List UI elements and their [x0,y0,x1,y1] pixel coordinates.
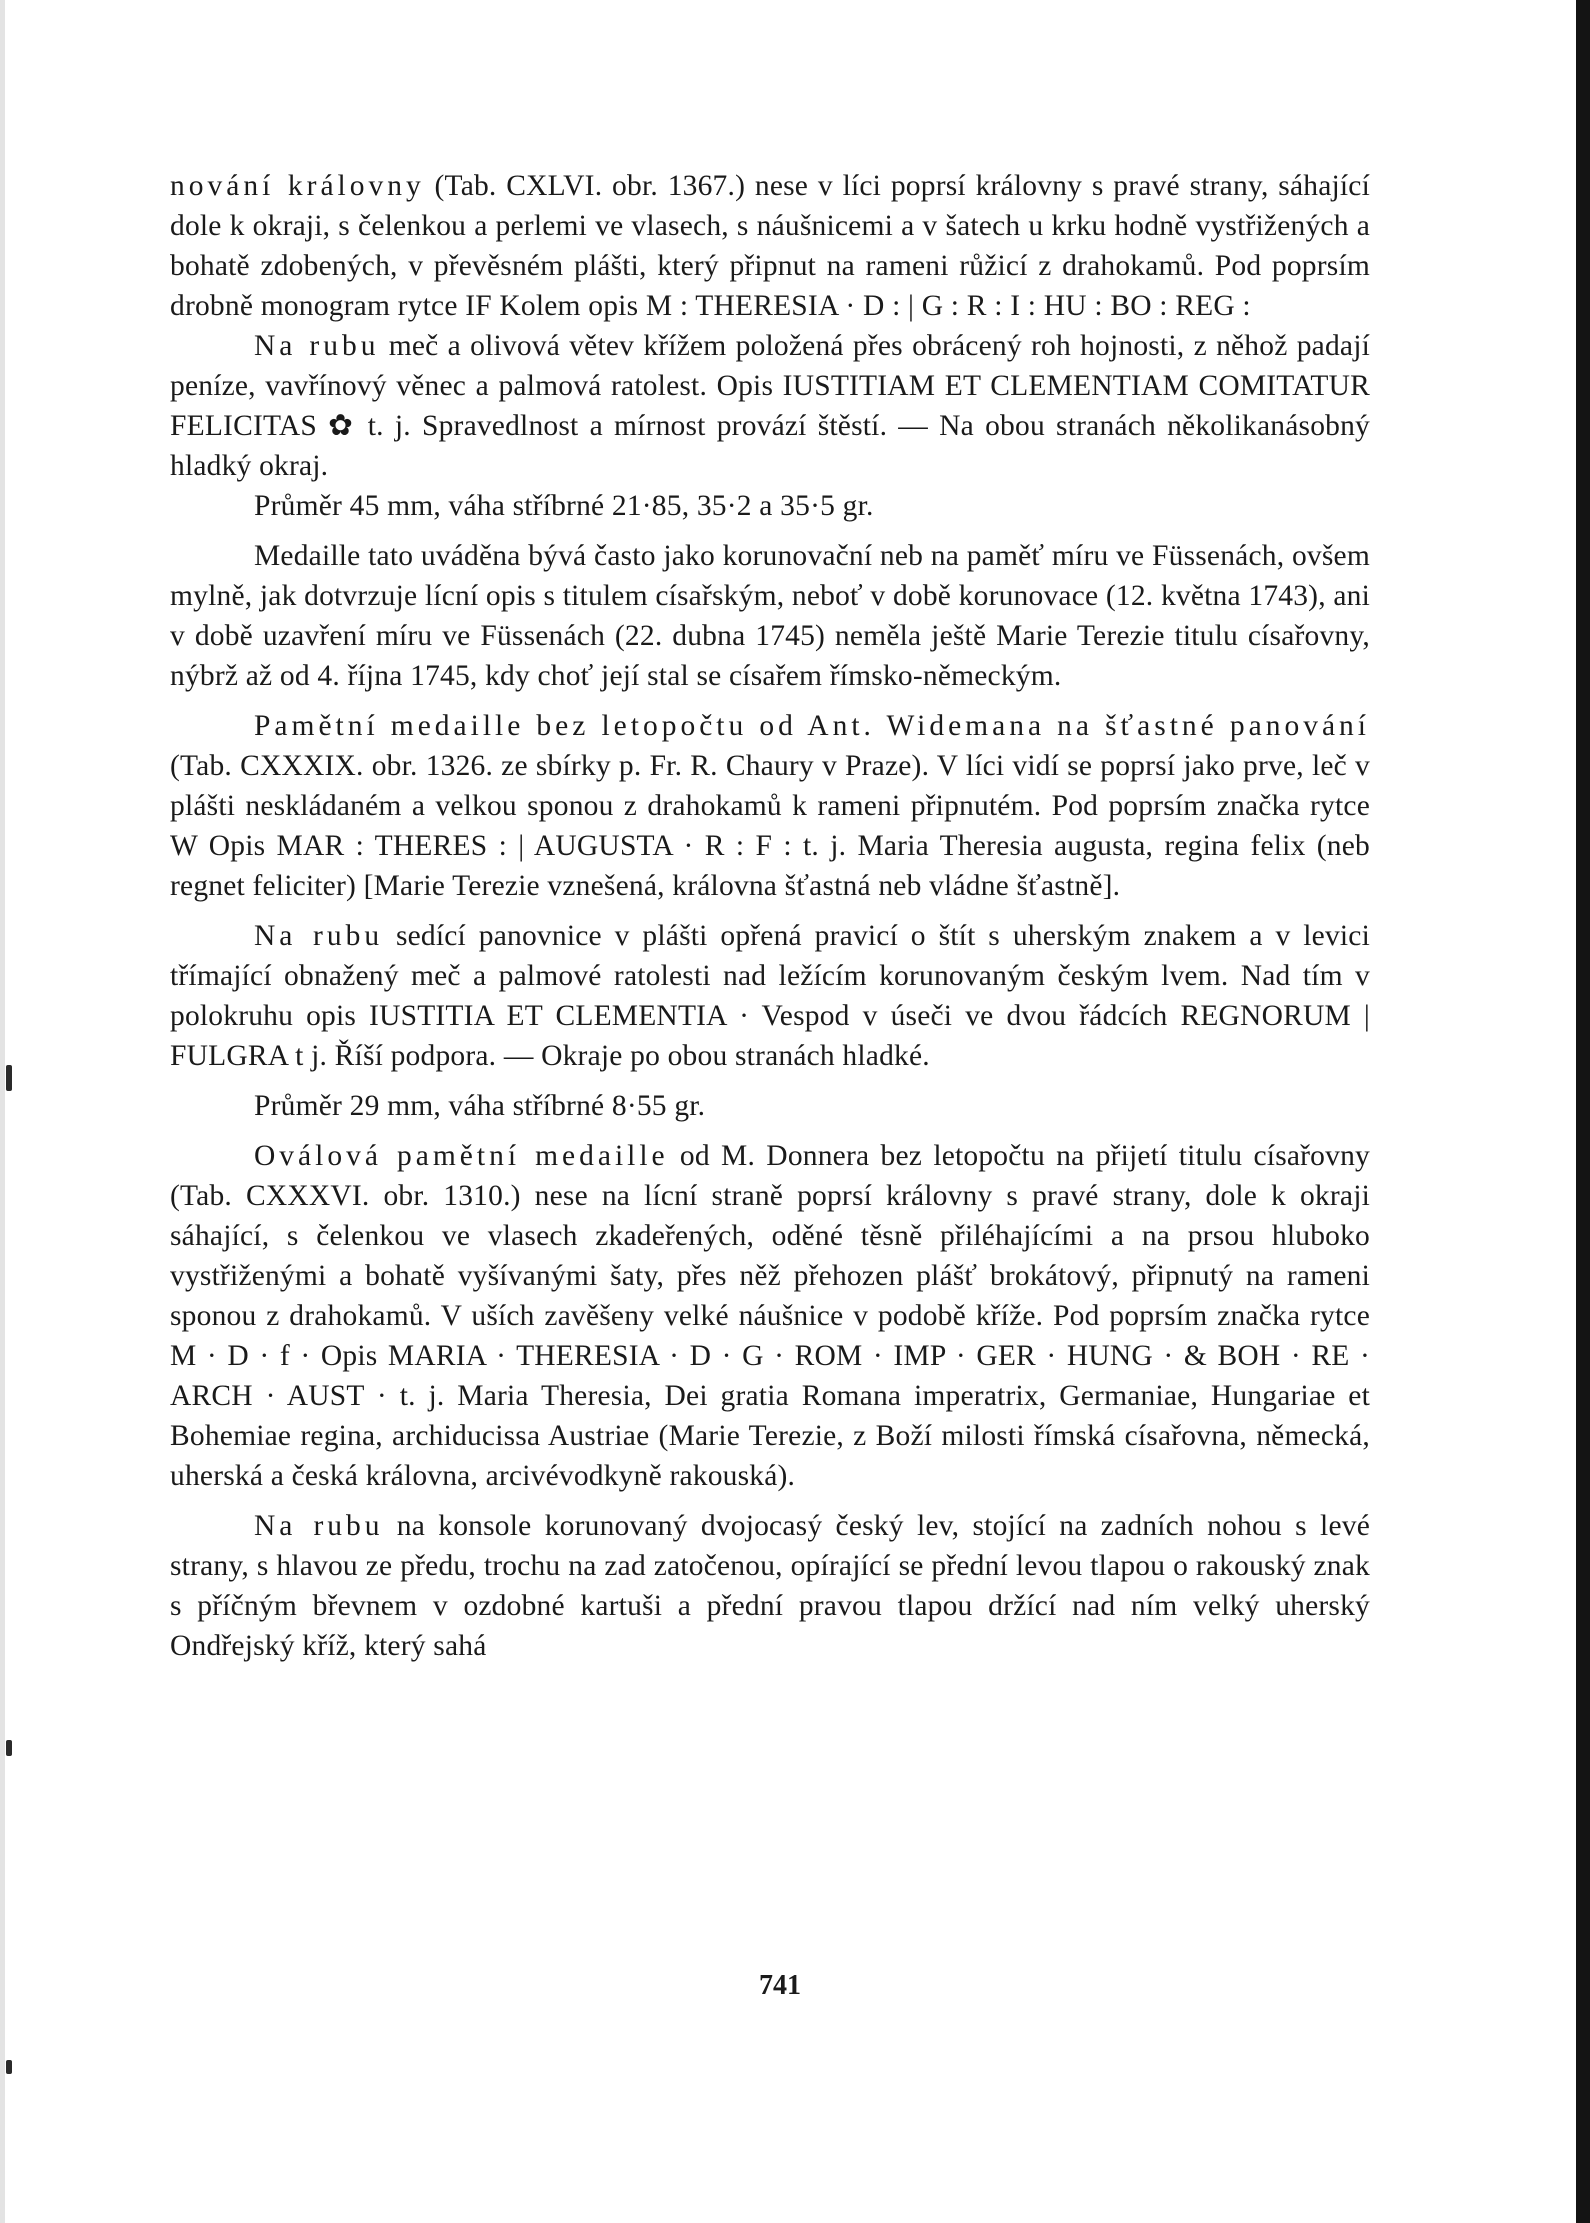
paragraph-7 [170,1086,1370,1126]
paragraph-9 [170,1506,1370,1666]
paragraph-text: Průměr 29 mm, váha stříbrné 8·55 gr. [254,1090,706,1122]
margin-mark [6,1065,12,1091]
spaced-lead: Pamětní medaille bez letopočtu od Ant. Widemana na šťastné panování [254,710,1370,742]
page-number: 741 [759,1970,801,2001]
paragraph-3 [170,486,1370,526]
page-edge-left [0,0,5,2223]
paragraph-text: (Tab. CXLVI. obr. 1367.) nese v líci poprsí královny s pravé strany, sáhající dole k okraji, s čelenkou a perlemi ve vlasech, s náušnicemi a v šatech u krku hodně vystřižených a bohatě zdobených, v převěsném plášti, který připnut na rameni růžicí z drahokamů. Pod poprsím drobně monogram rytce IF Kolem opis M : THERESIA · D : | G : R : I : HU : BO : REG : [170,170,1370,322]
paragraph-text: od M. Donnera bez letopočtu na přijetí titulu císařovny (Tab. CXXXVI. obr. 1310.) nese na lícní straně poprsí královny s pravé strany, dole k okraji sáhající, s čelenkou ve vlasech zkadeřených, oděné těsně přiléhajícími a na prsou hluboko vystřiženými a bohatě vyšívanými šaty, přes něž přehozen plášť brokátový, připnutý na rameni sponou z drahokamů. V uších zavěšeny velké náušnice v podobě kříže. Pod poprsím značka rytce M · D · f · Opis MARIA · THERESIA · D · G · ROM · IMP · GER · HUNG · & BOH · RE · ARCH · AUST · t. j. Maria Theresia, Dei gratia Romana imperatrix, Germaniae, Hungariae et Bohemiae regina, archiducissa Austriae (Marie Terezie, z Boží milosti římská císařovna, německá, uherská a česká královna, arcivévodkyně rakouská). [170,1140,1370,1492]
margin-mark [6,1740,12,1756]
paragraph-text: Průměr 45 mm, váha stříbrné 21·85, 35·2 a 35·5 gr. [254,490,874,522]
paragraph-5 [170,706,1370,906]
paragraph-text: (Tab. CXXXIX. obr. 1326. ze sbírky p. Fr. R. Chaury v Praze). V líci vidí se poprsí jako prve, leč v plášti neskládaném a velkou sponou z drahokamů k rameni připnutém. Pod poprsím značka rytce W Opis MAR : THERES : | AUGUSTA · R : F : t. j. Maria Theresia augusta, regina felix (neb regnet feliciter) [Marie Terezie vznešená, královna šťastná neb vládne šťastně]. [170,750,1370,902]
paragraph-6 [170,916,1370,1076]
page-edge-right [1576,0,1590,2223]
spaced-lead: Na rubu [254,1510,384,1542]
spaced-lead: nování královny [170,170,425,202]
spaced-lead: Na rubu [254,920,384,952]
page-text [170,166,1370,1666]
paragraph-8 [170,1136,1370,1496]
paragraph-text: na konsole korunovaný dvojocasý český lev, stojící na zadních nohou s levé strany, s hlavou ze předu, trochu na zad zatočenou, opírající se přední levou tlapou o rakouský znak s příčným břevnem v ozdobné kartuši a přední pravou tlapou držící nad ním velký uherský Ondřejský kříž, který sahá [170,1510,1370,1662]
paragraph-text: Medaille tato uváděna bývá často jako korunovační neb na paměť míru ve Füssenách, ovšem mylně, jak dotvrzuje lícní opis s titulem císařským, neboť v době korunovace (12. května 1743), ani v době uzavření míru ve Füssenách (22. dubna 1745) neměla ještě Marie Terezie titulu císařovny, nýbrž až od 4. října 1745, kdy choť její stal se císařem římsko-německým. [170,540,1370,692]
paragraph-text: sedící panovnice v plášti opřená pravicí o štít s uherským znakem a v levici třímající obnažený meč a palmové ratolesti nad ležícím korunovaným českým lvem. Nad tím v polokruhu opis IUSTITIA ET CLEMENTIA · Vespod v úseči ve dvou řádcích REGNORUM | FULGRA t j. Říší podpora. — Okraje po obou stranách hladké. [170,920,1370,1072]
paragraph-2 [170,326,1370,486]
margin-mark [6,2060,12,2074]
paragraph-1 [170,166,1370,326]
spaced-lead: Na rubu [254,330,380,362]
paragraph-4 [170,536,1370,696]
spaced-lead: Oválová pamětní medaille [254,1140,669,1172]
paragraph-text: meč a olivová větev křížem položená přes obrácený roh hojnosti, z něhož padají peníze, vavřínový věnec a palmová ratolest. Opis IUSTITIAM ET CLEMENTIAM COMITATUR FELICITAS ✿ t. j. Spravedlnost a mírnost provází štěstí. — Na obou stranách několikanásobný hladký okraj. [170,330,1370,482]
